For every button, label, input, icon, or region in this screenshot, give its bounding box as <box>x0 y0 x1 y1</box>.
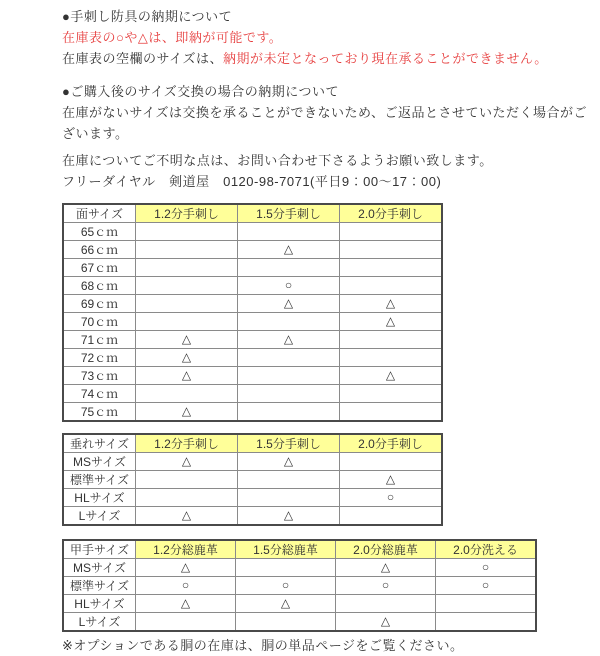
stock-cell-empty <box>136 385 238 403</box>
size-column-header: 垂れサイズ <box>63 434 136 453</box>
table-header-row <box>63 540 536 559</box>
table-header-row <box>63 434 442 453</box>
stock-cell-empty <box>340 349 443 367</box>
stock-cell-empty <box>238 259 340 277</box>
stock-cell-empty <box>136 313 238 331</box>
table-row <box>63 349 442 367</box>
stock-cell-empty <box>136 277 238 295</box>
stock-cell-empty <box>340 453 443 471</box>
table-row <box>63 385 442 403</box>
product-column-header: 1.2分手刺し <box>136 204 238 223</box>
table-row <box>63 241 442 259</box>
size-label-cell: 71ｃｍ <box>63 331 136 349</box>
table-row <box>63 559 536 577</box>
stock-availability-cell: △ <box>238 241 340 259</box>
table-row <box>63 223 442 241</box>
product-column-header: 1.5分手刺し <box>238 434 340 453</box>
stock-availability-cell: △ <box>136 367 238 385</box>
stock-availability-cell: △ <box>136 559 236 577</box>
stock-cell-empty <box>340 223 443 241</box>
phone-number-line: フリーダイヤル 剣道屋 0120-98-7071(平日9：00～17：00) <box>62 174 442 189</box>
table-row <box>63 613 536 632</box>
size-label-cell: MSサイズ <box>63 559 136 577</box>
size-label-cell: 75ｃｍ <box>63 403 136 422</box>
stock-availability-cell: ○ <box>340 489 443 507</box>
size-label-cell: 72ｃｍ <box>63 349 136 367</box>
stock-cell-empty <box>236 613 336 632</box>
stock-cell-empty <box>238 489 340 507</box>
stock-availability-cell: △ <box>238 295 340 313</box>
size-label-cell: 70ｃｍ <box>63 313 136 331</box>
size-column-header: 面サイズ <box>63 204 136 223</box>
blank-size-note-red-part: 納期が未定となっており現在承ることができません。 <box>222 51 548 66</box>
stock-cell-empty <box>238 367 340 385</box>
tare-size-stock-table <box>62 433 443 526</box>
size-column-header: 甲手サイズ <box>63 540 136 559</box>
table-row <box>63 595 536 613</box>
stock-cell-empty <box>136 471 238 489</box>
stock-cell-empty <box>238 349 340 367</box>
stock-availability-cell: ○ <box>336 577 436 595</box>
stock-availability-cell: △ <box>238 507 340 526</box>
size-label-cell: Lサイズ <box>63 507 136 526</box>
stock-availability-cell: ○ <box>436 577 537 595</box>
stock-availability-cell: △ <box>136 507 238 526</box>
stock-availability-cell: △ <box>340 313 443 331</box>
size-label-cell: 標準サイズ <box>63 577 136 595</box>
size-label-cell: 66ｃｍ <box>63 241 136 259</box>
stock-availability-cell: △ <box>336 613 436 632</box>
product-column-header: 1.5分総鹿革 <box>236 540 336 559</box>
stock-cell-empty <box>136 489 238 507</box>
table-row <box>63 507 442 526</box>
exchange-notice-heading: ●ご購入後のサイズ交換の場合の納期について <box>62 84 340 99</box>
stock-cell-empty <box>136 259 238 277</box>
stock-cell-empty <box>238 313 340 331</box>
stock-cell-empty <box>236 559 336 577</box>
stock-availability-cell: △ <box>340 471 443 489</box>
stock-cell-empty <box>436 613 537 632</box>
table-row <box>63 471 442 489</box>
stock-availability-cell: △ <box>238 453 340 471</box>
stock-cell-empty <box>336 595 436 613</box>
stock-cell-empty <box>340 259 443 277</box>
stock-cell-empty <box>238 471 340 489</box>
product-column-header: 1.2分手刺し <box>136 434 238 453</box>
table-row <box>63 489 442 507</box>
immediate-delivery-note: 在庫表の○や△は、即納が可能です。 <box>62 30 283 45</box>
table-row <box>63 577 536 595</box>
stock-availability-cell: △ <box>340 295 443 313</box>
stock-availability-cell: △ <box>136 595 236 613</box>
table-row <box>63 453 442 471</box>
product-column-header: 1.2分総鹿革 <box>136 540 236 559</box>
exchange-notice-body: 在庫がないサイズは交換を承ることができないため、ご返品とさせていただく場合がございます。 <box>62 105 587 141</box>
size-label-cell: 73ｃｍ <box>63 367 136 385</box>
stock-cell-empty <box>136 223 238 241</box>
stock-cell-empty <box>238 403 340 422</box>
product-column-header: 2.0分総鹿革 <box>336 540 436 559</box>
product-column-header: 2.0分手刺し <box>340 434 443 453</box>
stock-availability-cell: △ <box>136 453 238 471</box>
stock-cell-empty <box>238 385 340 403</box>
size-label-cell: 68ｃｍ <box>63 277 136 295</box>
table-row <box>63 367 442 385</box>
size-label-cell: 65ｃｍ <box>63 223 136 241</box>
product-column-header: 2.0分洗える <box>436 540 537 559</box>
size-label-cell: 標準サイズ <box>63 471 136 489</box>
stock-availability-cell: ○ <box>238 277 340 295</box>
stock-availability-cell: △ <box>340 367 443 385</box>
stock-cell-empty <box>340 385 443 403</box>
size-label-cell: 74ｃｍ <box>63 385 136 403</box>
stock-cell-empty <box>340 241 443 259</box>
stock-availability-cell: △ <box>336 559 436 577</box>
stock-availability-cell: △ <box>236 595 336 613</box>
table-row <box>63 295 442 313</box>
table-row <box>63 331 442 349</box>
stock-cell-empty <box>340 331 443 349</box>
size-label-cell: HLサイズ <box>63 595 136 613</box>
stock-cell-empty <box>136 241 238 259</box>
blank-size-note-black-part: 在庫表の空欄のサイズは、 <box>62 51 223 66</box>
size-label-cell: HLサイズ <box>63 489 136 507</box>
stock-availability-cell: △ <box>136 403 238 422</box>
stock-availability-cell: ○ <box>236 577 336 595</box>
product-column-header: 1.5分手刺し <box>238 204 340 223</box>
stock-cell-empty <box>436 595 537 613</box>
stock-availability-cell: △ <box>136 331 238 349</box>
table-row <box>63 277 442 295</box>
stock-cell-empty <box>340 277 443 295</box>
stock-cell-empty <box>238 223 340 241</box>
table-row <box>63 403 442 422</box>
kote-size-stock-table <box>62 539 537 632</box>
product-column-header: 2.0分手刺し <box>340 204 443 223</box>
stock-availability-cell: ○ <box>436 559 537 577</box>
table-row <box>63 259 442 277</box>
size-label-cell: 69ｃｍ <box>63 295 136 313</box>
stock-cell-empty <box>136 613 236 632</box>
stock-availability-cell: ○ <box>136 577 236 595</box>
stock-cell-empty <box>340 507 443 526</box>
stock-cell-empty <box>340 403 443 422</box>
table-header-row <box>63 204 442 223</box>
blank-size-note <box>62 48 592 69</box>
stock-availability-cell: △ <box>238 331 340 349</box>
stock-availability-cell: △ <box>136 349 238 367</box>
stock-cell-empty <box>136 295 238 313</box>
size-label-cell: Lサイズ <box>63 613 136 632</box>
men-size-stock-table <box>62 203 443 422</box>
size-label-cell: MSサイズ <box>63 453 136 471</box>
table-row <box>63 313 442 331</box>
do-option-footnote: ※オプションである胴の在庫は、胴の単品ページをご覧ください。 <box>62 638 464 653</box>
size-label-cell: 67ｃｍ <box>63 259 136 277</box>
delivery-notice-heading: ●手刺し防具の納期について <box>62 9 233 24</box>
contact-inquiry-line: 在庫についてご不明な点は、お問い合わせ下さるようお願い致します。 <box>62 153 493 168</box>
